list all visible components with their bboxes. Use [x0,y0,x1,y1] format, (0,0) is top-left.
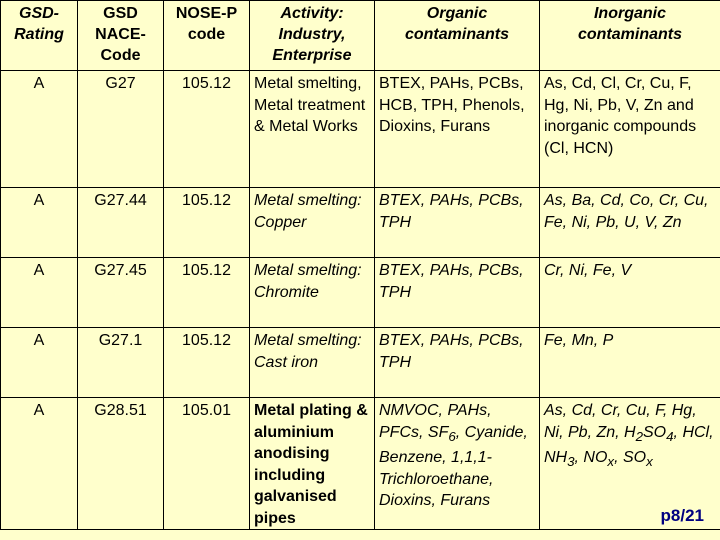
header-gsd-nace-code: GSD NACE-Code [78,1,164,71]
cell-nace-code: G28.51 [78,398,164,530]
cell-nose-code: 105.12 [164,258,250,328]
header-nose-p-code: NOSE-P code [164,1,250,71]
header-activity: Activity: Industry, Enterprise [250,1,375,71]
cell-activity: Metal smelting: Chromite [250,258,375,328]
header-inorganic-contaminants: Inorganic contaminants [540,1,720,71]
inorganic-sub-5: x [646,454,653,470]
cell-nose-code: 105.12 [164,71,250,188]
page-number: p8/21 [660,506,704,525]
table-row [1,258,720,328]
cell-organic: BTEX, PAHs, PCBs, TPH [375,258,540,328]
header-row [1,1,720,71]
cell-nose-code: 105.01 [164,398,250,530]
cell-organic [375,398,540,530]
header-organic-contaminants: Organic contaminants [375,1,540,71]
table-row [1,188,720,258]
cell-rating: A [1,188,78,258]
cell-nose-code: 105.12 [164,328,250,398]
cell-inorganic: Fe, Mn, P [540,328,720,398]
cell-inorganic: As, Cd, Cl, Cr, Cu, F, Hg, Ni, Pb, V, Zn and inorganic compounds (Cl, HCN) [540,71,720,188]
organic-text-2: , Cyanide, Benzene, 1,1,1-Trichloroethane, Dioxins, Furans [379,423,528,510]
organic-text-1: NMVOC, PAHs, PFCs, SF [379,402,492,441]
cell-organic: BTEX, PAHs, PCBs, HCB, TPH, Phenols, Dioxins, Furans [375,71,540,188]
cell-rating: A [1,258,78,328]
cell-nace-code: G27.45 [78,258,164,328]
cell-rating: A [1,398,78,530]
inorganic-sub-2: 4 [666,428,674,444]
cell-organic: BTEX, PAHs, PCBs, TPH [375,328,540,398]
cell-activity: Metal smelting, Metal treatment & Metal Works [250,71,375,188]
cell-nace-code: G27.1 [78,328,164,398]
inorganic-text-3: , HCl, NH [544,423,714,467]
cell-activity: Metal smelting: Copper [250,188,375,258]
cell-rating: A [1,328,78,398]
inorganic-text-4: , NO [574,449,608,467]
cell-rating: A [1,71,78,188]
cell-inorganic: Cr, Ni, Fe, V [540,258,720,328]
inorganic-text-5: , SO [614,449,647,467]
table-row [1,328,720,398]
cell-nose-code: 105.12 [164,188,250,258]
inorganic-sub-1: 2 [635,428,643,444]
cell-inorganic: As, Ba, Cd, Co, Cr, Cu, Fe, Ni, Pb, U, V, Zn [540,188,720,258]
inorganic-sub-3: 3 [567,454,575,470]
table-row [1,398,720,530]
cell-activity: Metal smelting: Cast iron [250,328,375,398]
table-row [1,71,720,188]
inorganic-text-1: As, Cd, Cr, Cu, F, Hg, Ni, Pb, Zn, H [544,402,697,441]
cell-activity: Metal plating & aluminium anodising including galvanised pipes [250,398,375,530]
organic-sub-1: 6 [448,428,456,444]
inorganic-text-2: SO [643,423,667,441]
cell-nace-code: G27.44 [78,188,164,258]
cell-nace-code: G27 [78,71,164,188]
cell-organic: BTEX, PAHs, PCBs, TPH [375,188,540,258]
header-gsd-rating: GSD-Rating [1,1,78,71]
inorganic-sub-4: x [607,454,615,470]
